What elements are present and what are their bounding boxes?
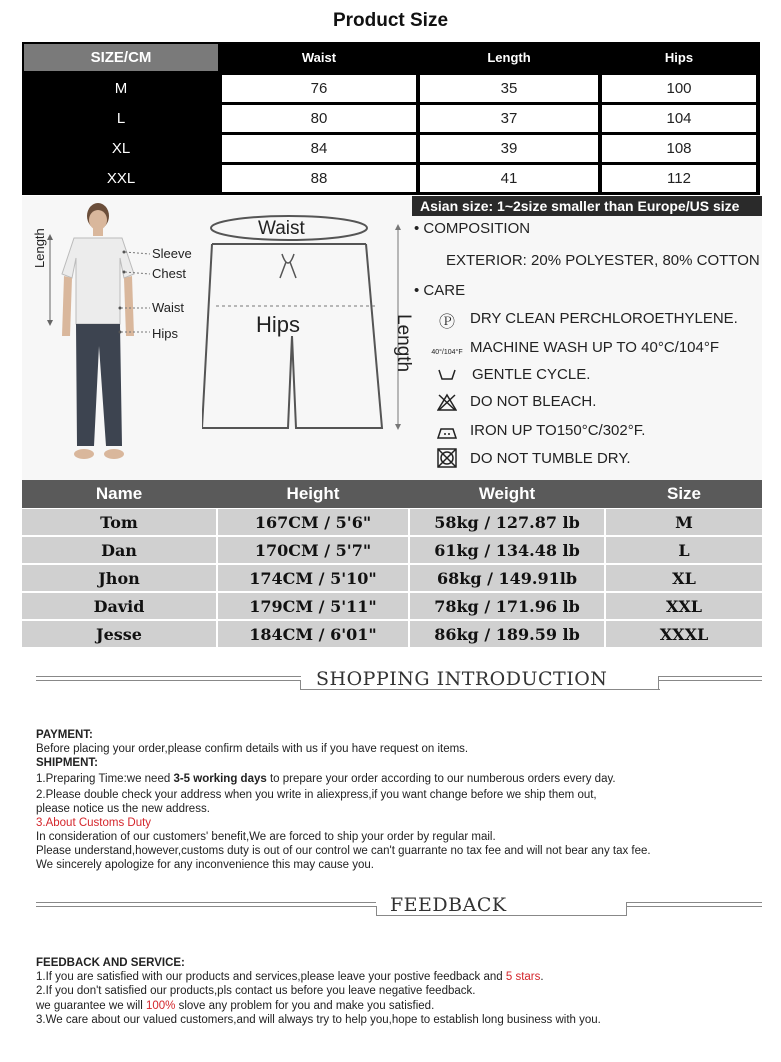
feedback-line-1 xyxy=(36,970,544,984)
hips-cell: 104 xyxy=(602,105,756,132)
header-cell: Length xyxy=(487,50,531,65)
table-row xyxy=(22,536,762,564)
size-cell: XXXL xyxy=(606,621,762,647)
care-item: DO NOT TUMBLE DRY. xyxy=(470,450,631,467)
composition-text: EXTERIOR: 20% POLYESTER, 80% COTTON xyxy=(446,252,760,269)
payment-title: PAYMENT: xyxy=(36,729,93,741)
care-item: DRY CLEAN PERCHLOROETHYLENE. xyxy=(470,310,738,327)
divider xyxy=(36,676,301,677)
height-cell: 167CM / 5'6" xyxy=(218,509,408,535)
divider xyxy=(658,676,762,677)
hips-cell: 100 xyxy=(602,75,756,102)
feedback-heading xyxy=(0,894,781,924)
feedback-line-3 xyxy=(36,999,434,1013)
shorts-hips-label: Hips xyxy=(256,312,301,337)
weight-cell: 86kg / 189.59 lb xyxy=(410,621,604,647)
divider xyxy=(626,906,762,907)
table-row xyxy=(22,508,762,536)
text-segment: 5 stars xyxy=(505,971,541,983)
customs-duty-title: 3.About Customs Duty xyxy=(36,817,152,829)
customs-line-b: Please understand,however,customs duty is out of our control we can't guarrante no tax fee and will not bear any tax fee. xyxy=(36,845,651,857)
composition-title: • COMPOSITION xyxy=(414,220,531,237)
height-cell: 184CM / 6'01" xyxy=(218,621,408,647)
table-row xyxy=(22,73,760,103)
header-cell: Weight xyxy=(410,481,604,507)
model-figure xyxy=(22,196,222,480)
name-cell: David xyxy=(22,593,216,619)
shipment-line-1 xyxy=(36,772,616,786)
size-cell: M xyxy=(114,80,128,97)
page-title: Product Size xyxy=(332,10,449,31)
length-cell: 39 xyxy=(420,135,598,162)
table-row xyxy=(22,620,762,648)
text-segment: slove any problem for you and make you satisfied. xyxy=(175,1000,435,1012)
body-length-label: Length xyxy=(32,228,47,268)
text-segment: 1.If you are satisfied with our products and services,please leave your postive feedback and xyxy=(36,971,506,983)
model-table-header xyxy=(22,480,762,508)
size-table-header xyxy=(22,42,760,72)
iron-icon xyxy=(436,422,458,442)
text-segment: . xyxy=(540,971,544,983)
waist-cell: 88 xyxy=(222,165,416,192)
shorts-length-label: Length xyxy=(393,314,414,373)
feedback-line-2: 2.If you don't satisfied our products,pls contact us before you leave negative feedback. xyxy=(36,985,476,997)
divider xyxy=(626,902,627,916)
weight-cell: 58kg / 127.87 lb xyxy=(410,509,604,535)
care-item: GENTLE CYCLE. xyxy=(472,366,591,383)
size-cell: XL xyxy=(111,140,131,157)
height-cell: 170CM / 5'7" xyxy=(218,537,408,563)
header-cell: Waist xyxy=(301,50,337,65)
length-cell: 41 xyxy=(420,165,598,192)
weight-cell: 78kg / 171.96 lb xyxy=(410,593,604,619)
waist-label: Waist xyxy=(152,300,185,315)
weight-cell: 61kg / 134.48 lb xyxy=(410,537,604,563)
divider xyxy=(658,680,762,681)
divider xyxy=(658,676,659,690)
length-cell: 37 xyxy=(420,105,598,132)
shipment-title: SHIPMENT: xyxy=(36,757,98,769)
no-bleach-icon xyxy=(436,392,458,412)
care-title: • CARE xyxy=(414,282,466,299)
care-item: MACHINE WASH UP TO 40°C/104°F xyxy=(470,339,720,356)
divider xyxy=(626,902,762,903)
divider xyxy=(36,902,376,903)
name-cell: Tom xyxy=(22,509,216,535)
size-cell: XL xyxy=(606,565,762,591)
shopping-heading xyxy=(0,668,781,698)
length-cell: 35 xyxy=(420,75,598,102)
waist-cell: 80 xyxy=(222,105,416,132)
size-cell: XXL xyxy=(106,170,136,187)
machine-wash-icon: 40°/104°F xyxy=(431,348,463,356)
height-cell: 174CM / 5'10" xyxy=(218,565,408,591)
header-cell: Name xyxy=(22,481,216,507)
care-item: IRON UP TO150°C/302°F. xyxy=(470,422,646,439)
chest-label: Chest xyxy=(152,266,186,281)
size-cell: L xyxy=(606,537,762,563)
name-cell: Jesse xyxy=(22,621,216,647)
dry-clean-icon: Ⓟ xyxy=(438,313,455,331)
text-segment: 100% xyxy=(145,1000,176,1012)
hips-cell: 112 xyxy=(602,165,756,192)
no-tumble-dry-icon xyxy=(436,448,458,468)
table-row xyxy=(22,163,760,193)
name-cell: Jhon xyxy=(22,565,216,591)
section-title: SHOPPING INTRODUCTION xyxy=(316,668,608,690)
model-table xyxy=(22,480,762,650)
divider xyxy=(36,680,301,681)
size-cell: M xyxy=(606,509,762,535)
sleeve-label: Sleeve xyxy=(152,246,192,261)
shipment-line-2b: please notice us the new address. xyxy=(36,803,210,815)
waist-cell: 76 xyxy=(222,75,416,102)
section-title: FEEDBACK xyxy=(390,894,507,916)
table-row xyxy=(22,133,760,163)
waist-cell: 84 xyxy=(222,135,416,162)
feedback-line-4: 3.We care about our valued customers,and will always try to help you,hope to establish long business with you. xyxy=(36,1014,601,1026)
header-cell: Hips xyxy=(664,50,694,65)
divider xyxy=(36,906,376,907)
header-cell: Height xyxy=(218,481,408,507)
header-cell: SIZE/CM xyxy=(24,44,218,71)
customs-line-a: In consideration of our customers' benefit,We are forced to ship your order by regular mail. xyxy=(36,831,496,843)
text-segment: we guarantee we will xyxy=(36,1000,146,1012)
size-table xyxy=(22,42,760,195)
shipment-line-2: 2.Please double check your address when you write in aliexpress,if you want change before we ship them out, xyxy=(36,789,597,801)
feedback-title: FEEDBACK AND SERVICE: xyxy=(36,957,185,969)
height-cell: 179CM / 5'11" xyxy=(218,593,408,619)
wash-tub-icon xyxy=(436,364,458,384)
table-row xyxy=(22,103,760,133)
shorts-outline xyxy=(202,196,412,480)
name-cell: Dan xyxy=(22,537,216,563)
text-segment: 1.Preparing Time:we need xyxy=(36,773,174,785)
table-row xyxy=(22,592,762,620)
text-segment: to prepare your order according to our numberous orders every day. xyxy=(266,773,616,785)
size-cell: L xyxy=(116,110,126,127)
asian-size-banner: Asian size: 1~2size smaller than Europe/US size xyxy=(412,196,762,216)
header-cell: Size xyxy=(606,481,762,507)
shorts-waist-label: Waist xyxy=(258,218,305,239)
hips-cell: 108 xyxy=(602,135,756,162)
size-cell: XXL xyxy=(606,593,762,619)
hips-label: Hips xyxy=(152,326,179,341)
measurement-diagram xyxy=(22,196,762,480)
table-row xyxy=(22,564,762,592)
customs-line-c: We sincerely apologize for any inconvenience this may cause you. xyxy=(36,859,374,871)
care-item: DO NOT BLEACH. xyxy=(470,393,597,410)
payment-text: Before placing your order,please confirm details with us if you have request on items. xyxy=(36,743,469,755)
weight-cell: 68kg / 149.91lb xyxy=(410,565,604,591)
text-segment: 3-5 working days xyxy=(173,773,267,785)
